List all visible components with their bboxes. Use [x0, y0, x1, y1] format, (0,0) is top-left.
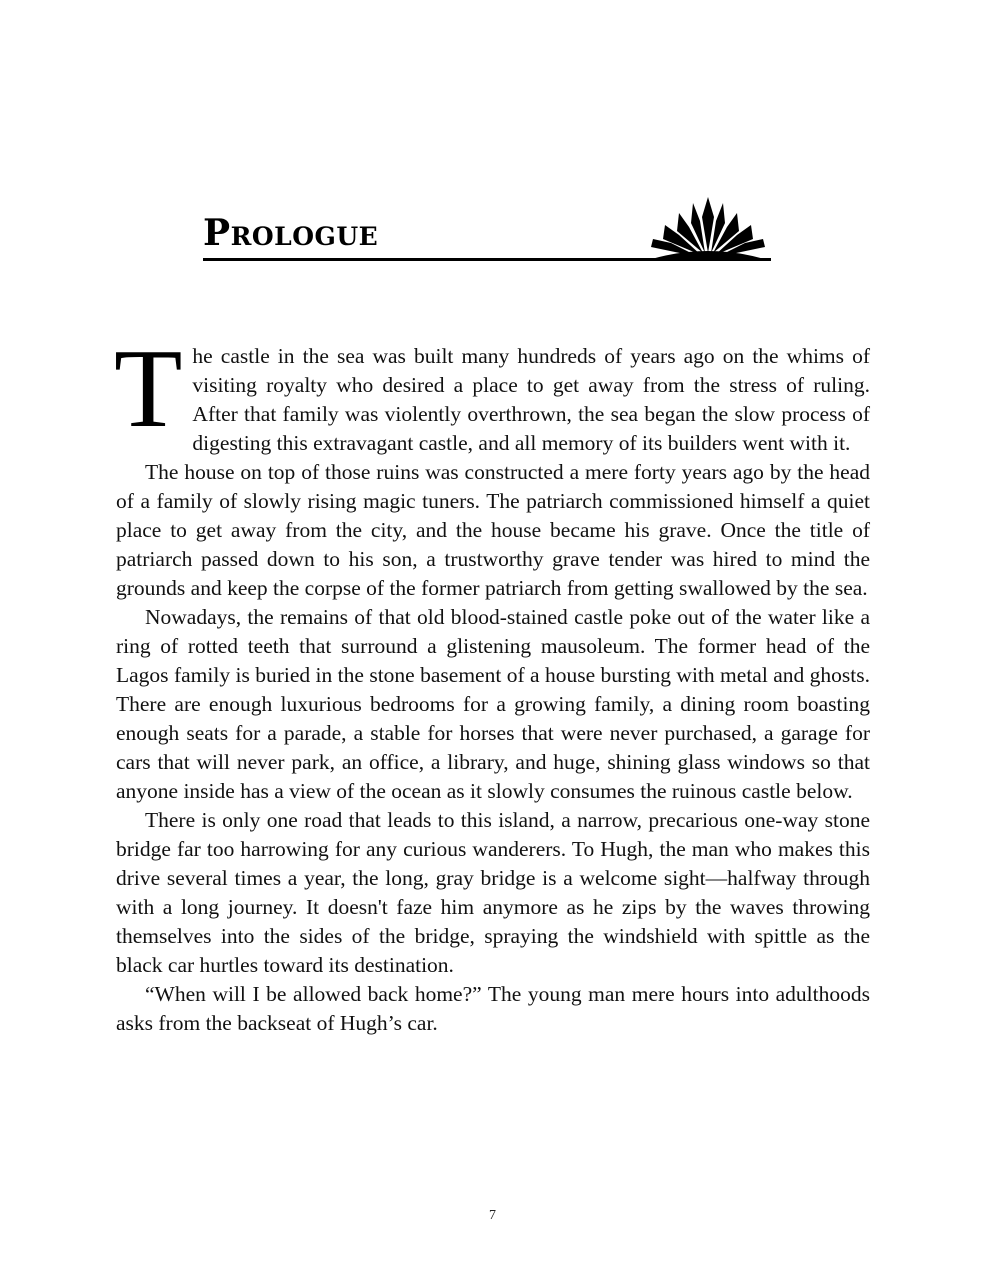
paragraph: There is only one road that leads to this island, a narrow, precarious one-way stone bridge far too harrowing for any curious wanderers. To Hugh, the man who makes this drive several times a year, the long, gray bridge is a welcome sight—halfway through with a long journey. It doesn't faze him anymore as he zips by the waves throwing themselves into the sides of the bridge, spraying the windshield with spittle as the black car hurtles toward its destination.: [116, 808, 870, 977]
chapter-header: [203, 195, 771, 265]
prologue-text: [114, 327, 870, 1038]
paragraph-text: he castle in the sea was built many hundreds of years ago on the whims of visiting royalty who desired a place to get away from the stress of ruling. After that family was violently overthrown, the sea began the slow process of digesting this extravagant castle, and all memory of its builders went with it.: [192, 344, 870, 455]
paragraph: Nowadays, the remains of that old blood-stained castle poke out of the water like a ring of rotted teeth that surround a glistening mausoleum. The former head of the Lagos family is buried in the stone basement of a house bursting with metal and ghosts. There are enough luxurious bedrooms for a growing family, a dining room boasting enough seats for a parade, a stable for horses that were never purchased, a garage for cars that will never park, an office, a library, and huge, shining glass windows so that anyone inside has a view of the ocean as it slowly consumes the ruinous castle below.: [116, 605, 870, 803]
sunburst-icon: [643, 195, 773, 261]
drop-cap: T: [114, 327, 183, 451]
paragraph: The house on top of those ruins was constructed a mere forty years ago by the head of a family of slowly rising magic tuners. The patriarch commissioned himself a quiet place to get away from the city, and the house became his grave. Once the title of patriarch passed down to his son, a trustworthy grave tender was hired to mind the grounds and keep the corpse of the former patriarch from getting swallowed by the sea.: [116, 460, 870, 600]
chapter-rule: [203, 258, 771, 261]
paragraph: “When will I be allowed back home?” The young man mere hours into adulthoods asks from the backseat of Hugh’s car.: [116, 982, 870, 1035]
paragraph: [114, 327, 870, 458]
page-number: 7: [489, 1208, 496, 1223]
chapter-title: Prologue: [203, 212, 379, 254]
